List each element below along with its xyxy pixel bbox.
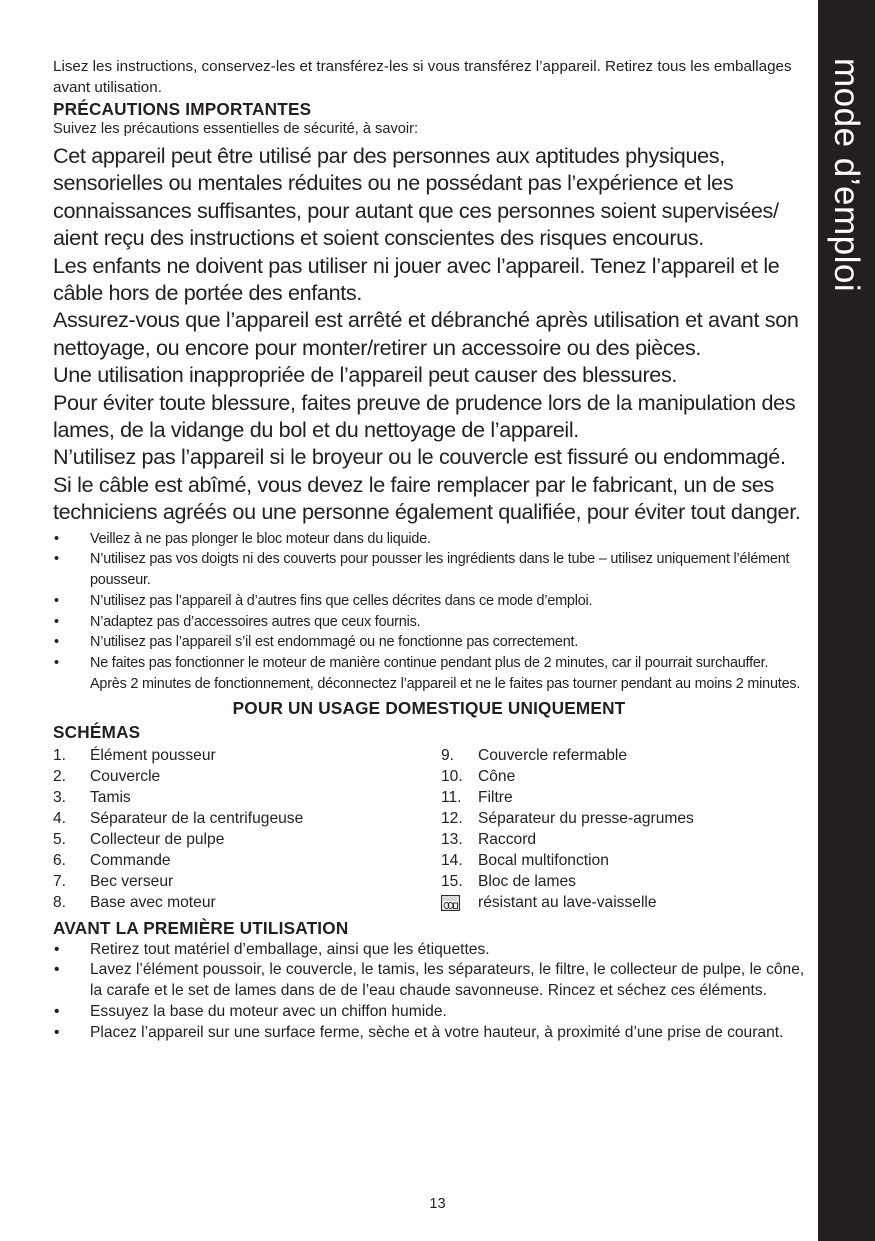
part-label: Bloc de lames bbox=[478, 872, 576, 890]
list-item bbox=[53, 591, 805, 612]
part-number: 4. bbox=[53, 810, 67, 828]
part-number: 11. bbox=[441, 789, 462, 807]
parts-list bbox=[53, 746, 805, 915]
precautions-heading: PRÉCAUTIONS IMPORTANTES bbox=[53, 99, 312, 119]
list-item bbox=[441, 851, 801, 872]
precaution-paragraph: Si le câble est abîmé, vous devez le faire remplacer par le fabricant, un de ses techniciens agréés ou une personne également qualifiée, pour éviter tout danger. bbox=[53, 471, 801, 525]
list-item bbox=[53, 1002, 805, 1023]
list-item-text: Essuyez la base du moteur avec un chiffon humide. bbox=[90, 1003, 447, 1021]
before-first-use-heading: AVANT LA PREMIÈRE UTILISATION bbox=[53, 917, 349, 938]
schemas-heading: SCHÉMAS bbox=[53, 722, 141, 743]
list-item-text: N’utilisez pas l’appareil s’il est endommagé ou ne fonctionne pas correctement. bbox=[90, 634, 579, 651]
list-item bbox=[53, 612, 805, 633]
list-item bbox=[53, 940, 805, 961]
list-item bbox=[441, 809, 801, 830]
part-label: Couvercle refermable bbox=[478, 747, 628, 765]
list-item bbox=[53, 872, 441, 893]
part-label: Bec verseur bbox=[90, 872, 174, 890]
intro-text: Lisez les instructions, conservez-les et transférez-les si vous transférez l’appareil. Retirez tous les emballages avant utilisation. bbox=[53, 58, 792, 96]
side-tab bbox=[818, 0, 875, 1241]
list-item bbox=[53, 767, 441, 788]
bullet-icon: • bbox=[54, 530, 59, 547]
list-item bbox=[53, 830, 441, 851]
list-item bbox=[53, 549, 805, 590]
precaution-paragraph: Les enfants ne doivent pas utiliser ni jouer avec l’appareil. Tenez l’appareil et le câble hors de portée des enfants. bbox=[53, 252, 780, 306]
dishwasher-icon bbox=[441, 895, 460, 911]
before-first-use-list bbox=[53, 940, 805, 1045]
precaution-paragraph: Assurez-vous que l’appareil est arrêté et débranché après utilisation et avant son nettoyage, ou encore pour monter/retirer un accessoire ou des pièces. bbox=[53, 307, 799, 360]
part-number: 5. bbox=[53, 830, 67, 848]
domestic-use-heading: POUR UN USAGE DOMESTIQUE UNIQUEMENT bbox=[232, 698, 626, 719]
list-item bbox=[53, 653, 805, 694]
list-item bbox=[53, 1023, 805, 1044]
part-label: Séparateur de la centrifugeuse bbox=[90, 810, 304, 828]
part-number: 3. bbox=[53, 789, 67, 807]
bullet-icon: • bbox=[54, 592, 59, 609]
part-label: Filtre bbox=[478, 789, 513, 807]
part-number: 13. bbox=[441, 830, 463, 848]
part-label: Raccord bbox=[478, 830, 537, 848]
bullet-icon: • bbox=[54, 551, 59, 568]
list-item bbox=[53, 746, 441, 767]
list-item bbox=[53, 893, 441, 914]
list-item bbox=[53, 788, 441, 809]
bullet-icon: • bbox=[54, 940, 60, 958]
bullet-icon: • bbox=[54, 961, 60, 979]
part-label: Collecteur de pulpe bbox=[90, 830, 225, 848]
part-label: Base avec moteur bbox=[90, 893, 216, 911]
part-number: 7. bbox=[53, 872, 67, 890]
list-item-text: Placez l’appareil sur une surface ferme, sèche et à votre hauteur, à proximité d’une prise de courant. bbox=[90, 1024, 784, 1042]
list-item bbox=[53, 960, 805, 1002]
list-item-text: Ne faites pas fonctionner le moteur de manière continue pendant plus de 2 minutes, car il pourrait surchauffer. Après 2 minutes de fonctionnement, déconnectez l’appareil et ne le faites pas tourner pendant au moins 2 minutes. bbox=[90, 654, 801, 692]
bullet-icon: • bbox=[54, 1003, 60, 1021]
list-item-text: N’adaptez pas d’accessoires autres que ceux fournis. bbox=[90, 613, 421, 630]
list-item bbox=[53, 851, 441, 872]
list-item bbox=[441, 830, 801, 851]
list-item-text: N’utilisez pas vos doigts ni des couverts pour pousser les ingrédients dans le tube – utilisez uniquement l’élément pousseur. bbox=[90, 551, 790, 589]
list-item bbox=[441, 872, 801, 893]
bullet-icon: • bbox=[54, 654, 59, 671]
precaution-paragraph: N’utilisez pas l’appareil si le broyeur ou le couvercle est fissuré ou endommagé. bbox=[53, 444, 786, 470]
part-number: 14. bbox=[441, 851, 463, 869]
part-number: 9. bbox=[441, 747, 455, 765]
precaution-paragraph: Une utilisation inappropriée de l’appareil peut causer des blessures. bbox=[53, 362, 678, 388]
list-item-text: Lavez l’élément poussoir, le couvercle, le tamis, les séparateurs, le filtre, le collecteur de pulpe, le cône, la carafe et le set de lames dans de de l’eau chaude savonneuse. Rincez et séchez ces éléments. bbox=[90, 961, 805, 1000]
part-number: 15. bbox=[441, 872, 463, 890]
page-number: 13 bbox=[429, 1196, 446, 1212]
part-number: 2. bbox=[53, 768, 67, 786]
list-item bbox=[53, 809, 441, 830]
dishwasher-label: résistant au lave-vaisselle bbox=[478, 893, 657, 911]
part-number: 6. bbox=[53, 851, 67, 869]
list-item bbox=[441, 746, 801, 767]
list-item bbox=[441, 893, 801, 916]
parts-column-left bbox=[53, 746, 441, 915]
part-number: 12. bbox=[441, 810, 463, 828]
precautions-subheading: Suivez les précautions essentielles de sécurité, à savoir: bbox=[53, 121, 419, 137]
parts-column-right bbox=[441, 746, 801, 915]
part-label: Séparateur du presse-agrumes bbox=[478, 810, 694, 828]
list-item-text: N’utilisez pas l’appareil à d’autres fins que celles décrites dans ce mode d’emploi. bbox=[90, 592, 593, 609]
precautions-bullet-list bbox=[53, 529, 805, 695]
list-item bbox=[441, 788, 801, 809]
part-label: Tamis bbox=[90, 789, 131, 807]
part-label: Élément pousseur bbox=[90, 747, 216, 765]
bullet-icon: • bbox=[54, 613, 59, 630]
page-content bbox=[53, 57, 805, 1044]
bullet-icon: • bbox=[54, 634, 59, 651]
bullet-icon: • bbox=[54, 1024, 60, 1042]
side-tab-label: mode d’emploi bbox=[827, 58, 866, 293]
precaution-paragraph: Cet appareil peut être utilisé par des personnes aux aptitudes physiques, sensorielles ou mentales réduites ou ne possédant pas l’expérience et les connaissances suffisantes, pour autant que ces personnes soient supervisées/ aient reçu des instructions et soient conscientes des risques encourus. bbox=[53, 143, 779, 251]
part-label: Bocal multifonction bbox=[478, 851, 609, 869]
part-label: Couvercle bbox=[90, 768, 161, 786]
part-label: Cône bbox=[478, 768, 516, 786]
part-number: 8. bbox=[53, 893, 67, 911]
list-item bbox=[441, 767, 801, 788]
dishwasher-icon-cell bbox=[441, 893, 478, 916]
list-item bbox=[53, 632, 805, 653]
part-label: Commande bbox=[90, 851, 171, 869]
list-item-text: Veillez à ne pas plonger le bloc moteur dans du liquide. bbox=[90, 530, 431, 547]
part-number: 10. bbox=[441, 768, 463, 786]
list-item-text: Retirez tout matériel d’emballage, ainsi que les étiquettes. bbox=[90, 940, 490, 958]
precaution-paragraph: Pour éviter toute blessure, faites preuve de prudence lors de la manipulation des lames, de la vidange du bol et du nettoyage de l’appareil. bbox=[53, 389, 796, 443]
list-item bbox=[53, 529, 805, 550]
part-number: 1. bbox=[53, 747, 67, 765]
